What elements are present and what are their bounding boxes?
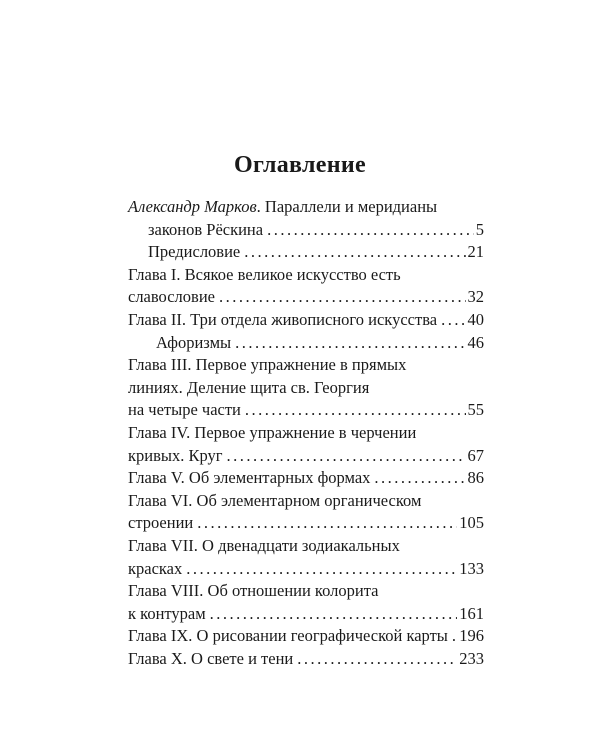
toc-entry-text: на четыре части <box>128 400 241 420</box>
toc-entry-line <box>128 241 484 264</box>
toc-entry-line <box>128 490 484 513</box>
toc-page-number: 32 <box>467 287 484 307</box>
toc-page-number: 46 <box>467 332 484 352</box>
toc-entry-text: Глава X. О свете и тени <box>128 648 294 668</box>
toc-page-number: 21 <box>467 242 484 262</box>
toc-page-number: 161 <box>459 603 484 623</box>
toc-entry-text: . Параллели и меридианы <box>256 197 438 216</box>
toc-page-number: 196 <box>459 626 484 646</box>
dot-leader <box>197 512 457 535</box>
toc-entry-line <box>128 399 484 422</box>
toc-entry-chapter-3 <box>128 354 484 422</box>
toc-entry-preface <box>128 241 484 264</box>
page-title: Оглавление <box>234 152 366 178</box>
dot-leader <box>210 603 458 626</box>
toc-entry-text: Глава IX. О рисовании географической карты <box>128 626 448 646</box>
toc-entry-aphorisms <box>128 332 484 355</box>
toc-entry-line <box>128 625 484 648</box>
toc-entry-text: Глава I. Всякое великое искусство есть <box>128 264 401 284</box>
toc-entry-chapter-8 <box>128 580 484 625</box>
toc-entry-chapter-4 <box>128 422 484 467</box>
toc-entry-text: Глава VIII. Об отношении колорита <box>128 581 379 601</box>
toc-page-number: 86 <box>467 468 484 488</box>
toc-entry-text: Предисловие <box>148 242 241 262</box>
toc-entry-line <box>128 648 484 671</box>
toc-page-number: 133 <box>459 558 484 578</box>
toc-entry-text: Афоризмы <box>156 332 232 352</box>
toc-entry-line <box>128 196 484 219</box>
toc-entry-line <box>128 286 484 309</box>
dot-leader <box>297 648 457 671</box>
toc-entry-text: Глава V. Об элементарных формах <box>128 468 371 488</box>
dot-leader <box>267 219 474 242</box>
toc-entry-chapter-5 <box>128 467 484 490</box>
toc-entry-line <box>128 422 484 445</box>
toc-page-number: 55 <box>467 400 484 420</box>
toc-entry-text: Глава II. Три отдела живописного искусства <box>128 309 438 329</box>
toc-entry-line <box>128 377 484 400</box>
toc-entry-line <box>128 512 484 535</box>
toc-entry-markov <box>128 196 484 241</box>
toc-entry-line <box>128 264 484 287</box>
dot-leader <box>441 309 465 332</box>
toc-page-number: 40 <box>467 309 484 329</box>
toc-entry-line <box>128 219 484 242</box>
toc-page-number: 105 <box>459 513 484 533</box>
dot-leader <box>452 625 457 648</box>
toc-entry-text: славословие <box>128 287 215 307</box>
toc-entry-line <box>128 580 484 603</box>
toc-entry-text: Глава IV. Первое упражнение в черчении <box>128 422 417 442</box>
toc-entry-text: к контурам <box>128 603 206 623</box>
toc-page-number: 5 <box>475 219 484 239</box>
toc-entry-chapter-9 <box>128 625 484 648</box>
toc-page-number: 233 <box>459 648 484 668</box>
toc-entry-line <box>128 535 484 558</box>
dot-leader <box>219 286 466 309</box>
dot-leader <box>235 332 465 355</box>
toc-entry-line <box>128 332 484 355</box>
toc-entry-text: строении <box>128 513 194 533</box>
dot-leader <box>374 467 465 490</box>
toc-entry-line <box>128 309 484 332</box>
dot-leader <box>244 241 465 264</box>
toc-entry-chapter-2 <box>128 309 484 332</box>
dot-leader <box>245 399 466 422</box>
toc-page-number: 67 <box>467 445 484 465</box>
table-of-contents <box>128 196 484 670</box>
toc-entry-line <box>128 603 484 626</box>
toc-entry-line <box>128 354 484 377</box>
toc-entry-heading <box>128 196 437 219</box>
toc-entry-line <box>128 445 484 468</box>
toc-entry-text: Глава III. Первое упражнение в прямых <box>128 355 407 375</box>
toc-entry-chapter-1 <box>128 264 484 309</box>
toc-entry-chapter-10 <box>128 648 484 671</box>
toc-entry-text: красках <box>128 558 183 578</box>
dot-leader <box>186 558 457 581</box>
toc-entry-line <box>128 558 484 581</box>
toc-entry-text: Глава VII. О двенадцати зодиакальных <box>128 535 400 555</box>
toc-entry-text: Глава VI. Об элементарном органическом <box>128 490 422 510</box>
toc-entry-text: линиях. Деление щита св. Георгия <box>128 377 370 397</box>
toc-author: Александр Марков <box>128 197 257 216</box>
toc-entry-line <box>128 467 484 490</box>
toc-entry-text: законов Рёскина <box>148 219 264 239</box>
dot-leader <box>227 445 466 468</box>
toc-entry-chapter-7 <box>128 535 484 580</box>
toc-entry-chapter-6 <box>128 490 484 535</box>
toc-entry-text: кривых. Круг <box>128 445 223 465</box>
